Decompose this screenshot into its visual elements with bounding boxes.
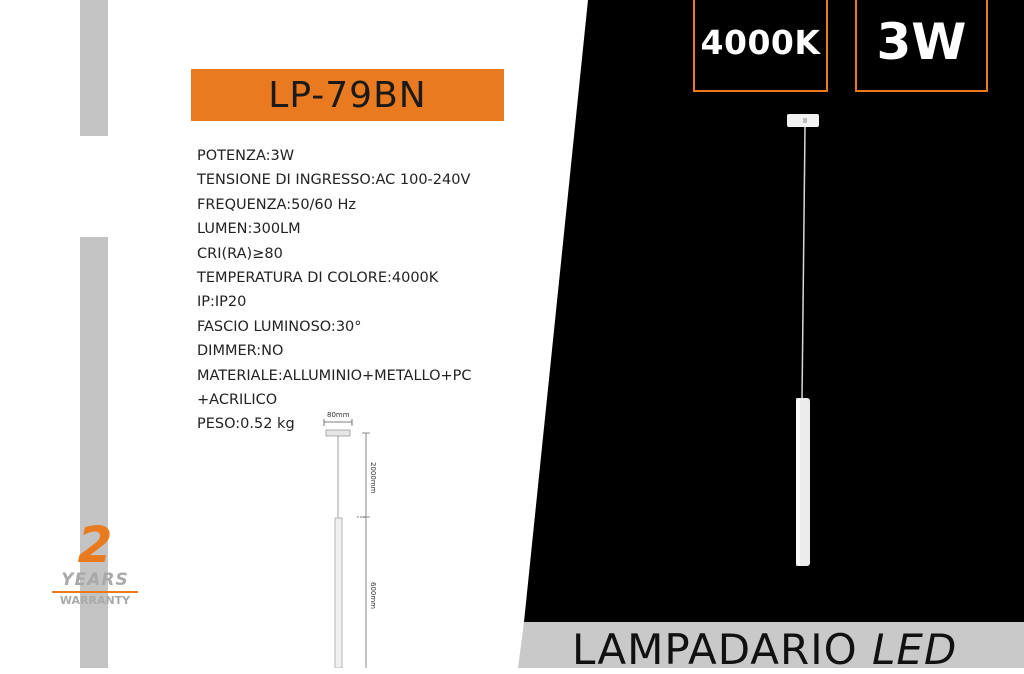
spec-item: IP:IP20 xyxy=(197,294,247,311)
dark-panel xyxy=(524,0,1024,622)
dimension-cable-label: 2000mm xyxy=(369,462,377,494)
model-code: LP-79BN xyxy=(268,74,427,116)
dimension-width-label: 80mm xyxy=(327,411,350,419)
spec-item: MATERIALE:ALLUMINIO+METALLO+PC xyxy=(197,367,472,384)
spec-item: FASCIO LUMINOSO:30° xyxy=(197,318,362,335)
warranty-divider xyxy=(52,591,138,593)
spec-item: DIMMER:NO xyxy=(197,343,284,360)
product-title-main: LAMPADARIO xyxy=(572,625,858,674)
power-badge xyxy=(855,0,988,92)
spec-item: LUMEN:300LM xyxy=(197,221,301,238)
product-title-emphasis: LED xyxy=(872,625,958,674)
color-temperature-value: 4000K xyxy=(700,22,821,62)
spec-item: PESO:0.52 kg xyxy=(197,416,295,433)
warranty-label: WARRANTY xyxy=(59,594,131,607)
power-value: 3W xyxy=(876,13,967,71)
spec-item: TEMPERATURA DI COLORE:4000K xyxy=(197,270,439,287)
spec-item: POTENZA:3W xyxy=(197,148,295,164)
spec-item: +ACRILICO xyxy=(197,392,278,409)
warranty-number: 2 xyxy=(77,516,113,574)
warranty-years: YEARS xyxy=(61,570,129,590)
product-title xyxy=(572,625,957,674)
dimension-body-label: 600mm xyxy=(369,582,377,609)
spec-list xyxy=(197,144,537,437)
spec-item: FREQUENZA:50/60 Hz xyxy=(197,196,357,213)
dimension-diagram xyxy=(324,411,377,668)
warranty-badge xyxy=(50,516,140,607)
model-banner xyxy=(191,69,504,121)
spec-item: CRI(RA)≥80 xyxy=(197,245,283,262)
decor-bar-top xyxy=(80,0,108,136)
color-temperature-badge xyxy=(693,0,828,92)
spec-item: TENSIONE DI INGRESSO:AC 100-240V xyxy=(197,172,471,189)
